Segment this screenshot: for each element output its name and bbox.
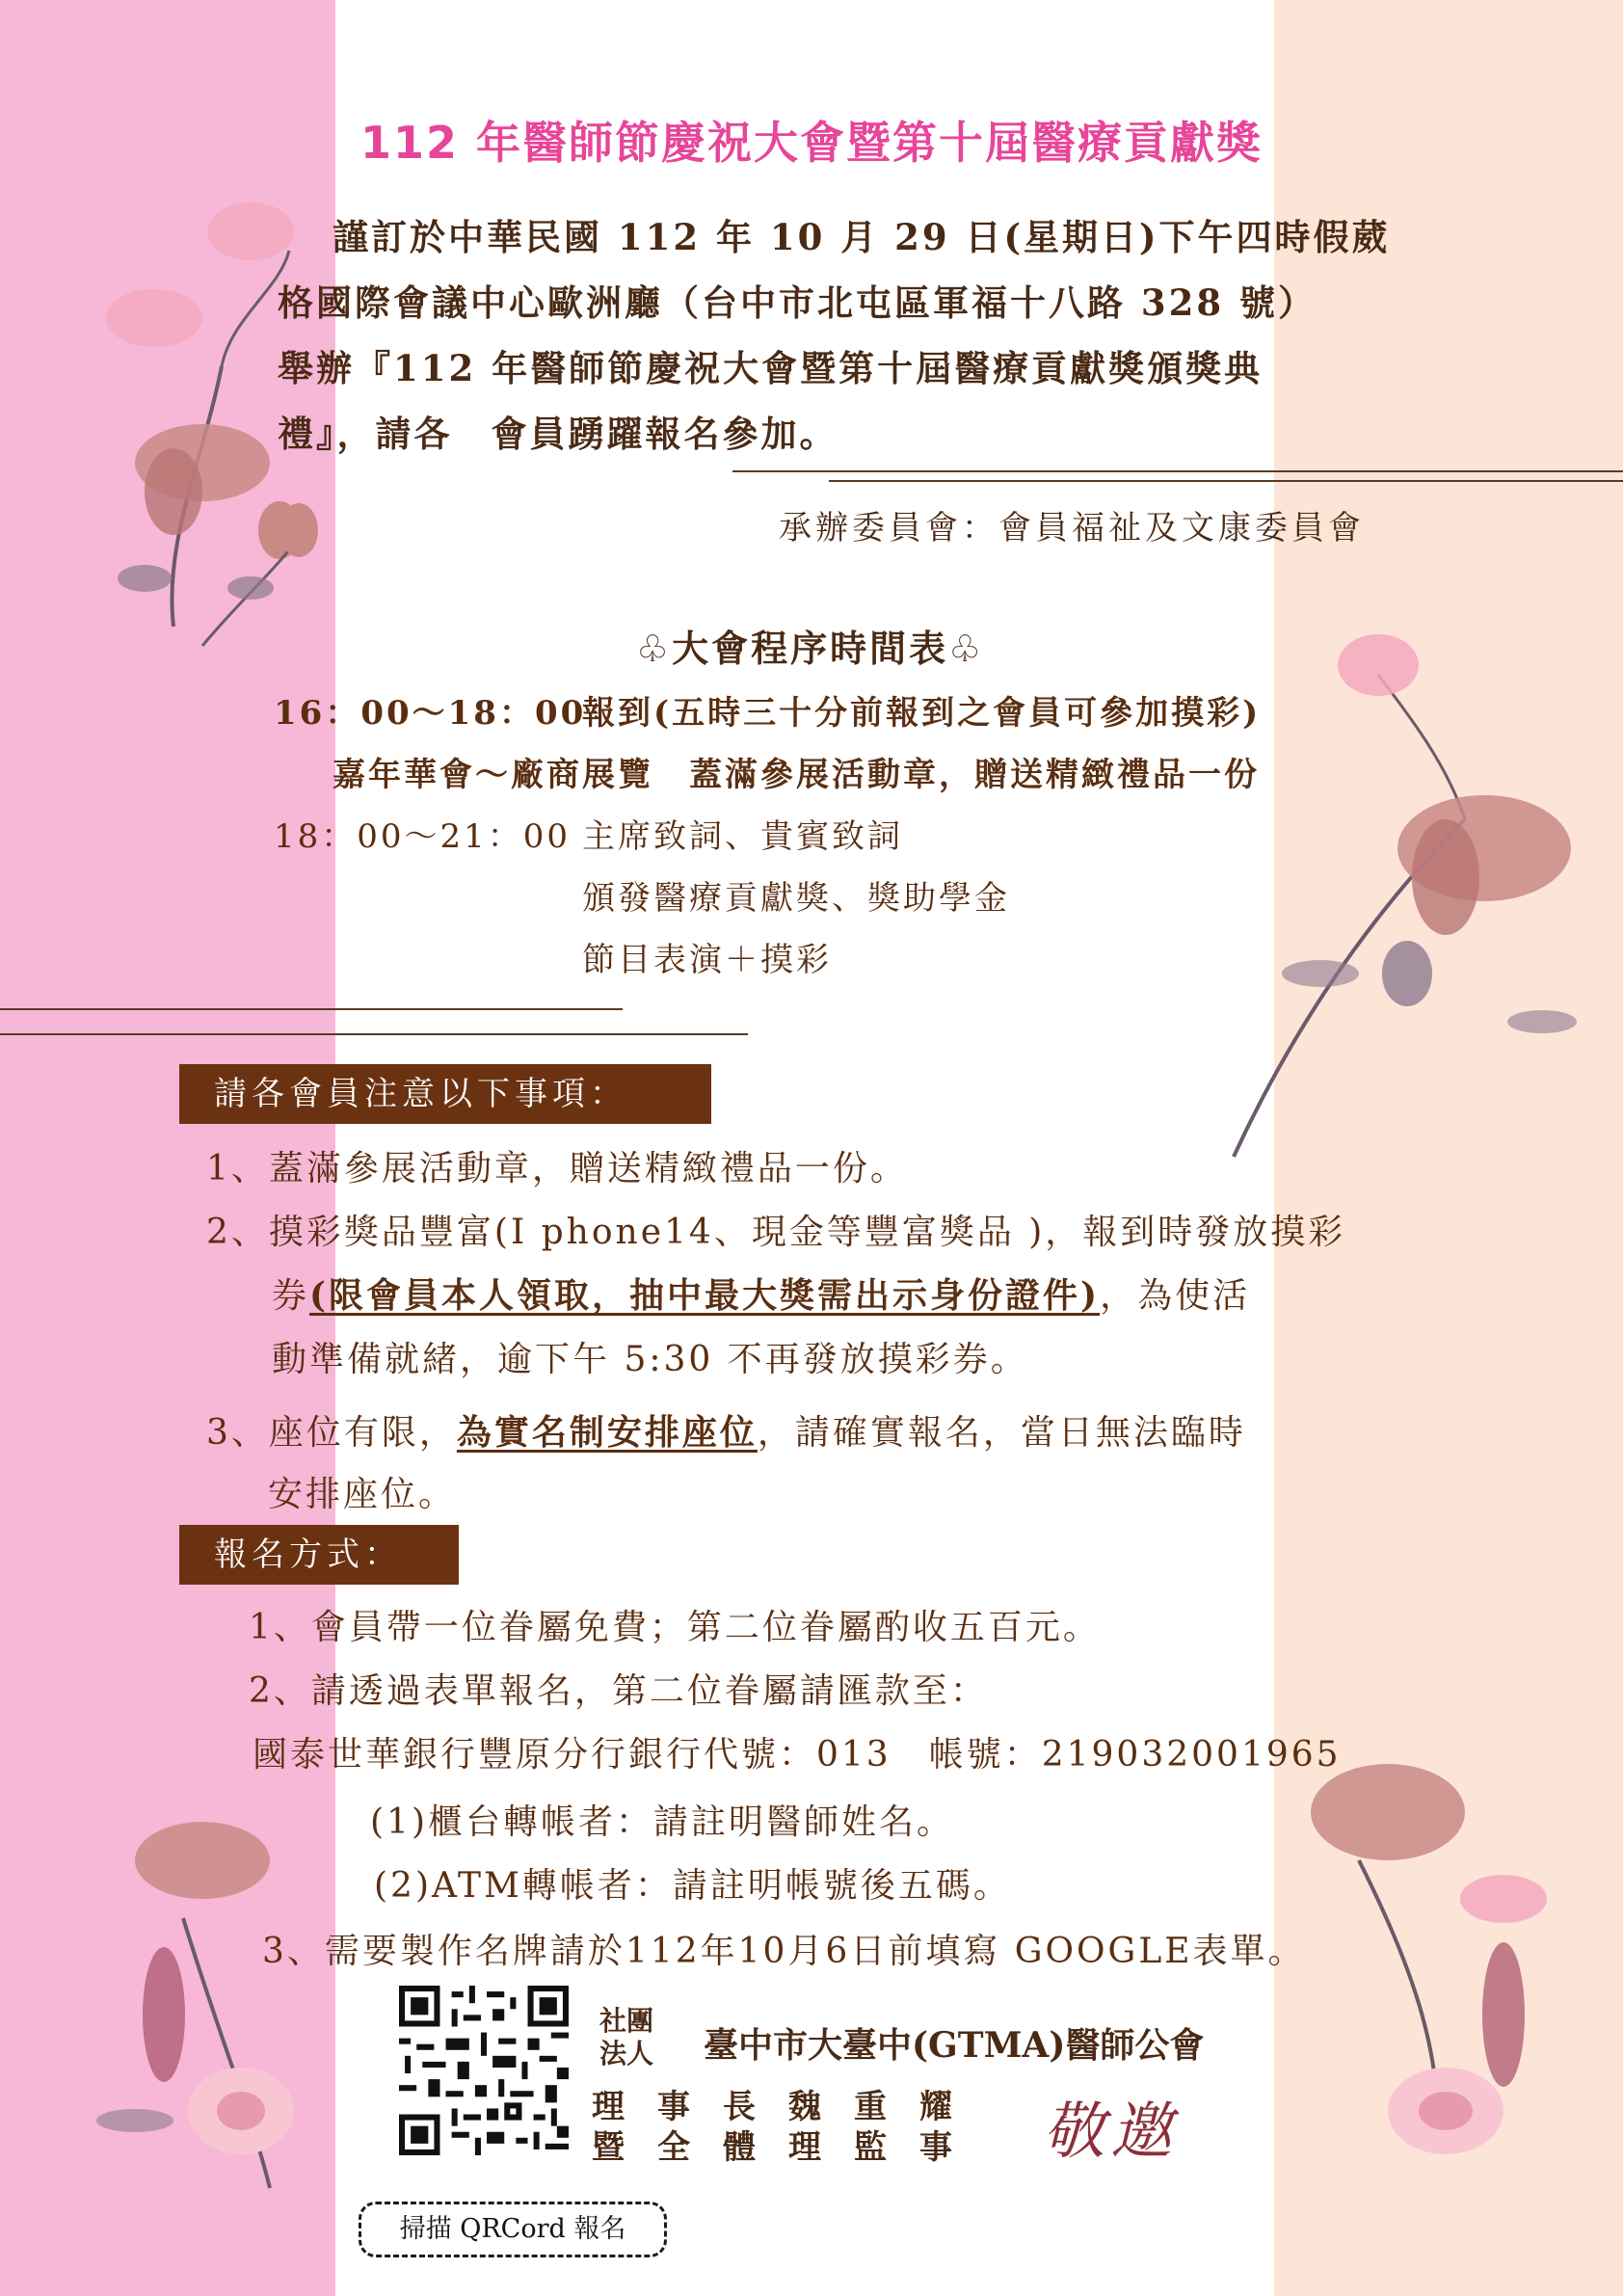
schedule-item-3: 主席致詞、貴賓致詞 — [582, 817, 903, 856]
organization-name: 臺中市大臺中(GTMA)醫師公會 — [704, 2025, 1205, 2066]
org-type-line-1: 社團 — [599, 2005, 654, 2037]
org-type-line-2: 法人 — [599, 2038, 654, 2069]
registration-item-3: 3、需要製作名牌請於112年10月6日前填寫 GOOGLE表單。 — [262, 1932, 1306, 1971]
registration-item-1: 1、會員帶一位眷屬免費；第二位眷屬酌收五百元。 — [249, 1608, 1101, 1647]
intro-line-1: 謹訂於中華民國 112 年 10 月 29 日(星期日)下午四時假葳 — [333, 216, 1391, 258]
registration-sub-1: (1)櫃台轉帳者：請註明醫師姓名。 — [370, 1802, 954, 1842]
divider-line-upper-2 — [829, 480, 1623, 482]
registration-header: 報名方式： — [179, 1525, 459, 1585]
notice-item-2-line-3: 動準備就緒，逾下午 5:30 不再發放摸彩券。 — [272, 1340, 1028, 1379]
notice-item-2-line-2: 券(限會員本人領取，抽中最大獎需出示身份證件)，為使活 — [272, 1275, 1251, 1316]
schedule-time-1: 16：00～18：00 — [274, 694, 587, 733]
notice-item-2-line-1: 2、摸彩獎品豐富(I phone14、現金等豐富獎品 )，報到時發放摸彩 — [206, 1213, 1346, 1252]
schedule-item-4: 頒發醫療貢獻獎、獎助學金 — [582, 879, 1010, 918]
notice-item-1: 1、蓋滿參展活動章，贈送精緻禮品一份。 — [206, 1149, 908, 1188]
chairman-line: 理 事 長 魏 重 耀 — [592, 2088, 952, 2126]
registration-item-2: 2、請透過表單報名，第二位眷屬請匯款至： — [249, 1671, 988, 1711]
flower-decoration-bottom-right — [1291, 1735, 1581, 2159]
notice-underlined-id-requirement: (限會員本人領取，抽中最大獎需出示身份證件) — [309, 1275, 1101, 1316]
bank-account-info: 國泰世華銀行豐原分行銀行代號：013 帳號：219032001965 — [253, 1735, 1342, 1775]
invitation-signature: 敬邀 — [1043, 2096, 1178, 2168]
notice-item-3-line-1: 3、座位有限，為實名制安排座位，請確實報名，當日無法臨時 — [206, 1412, 1246, 1453]
divider-line-lower-2 — [0, 1033, 748, 1035]
schedule-item-1: 報到(五時三十分前報到之會員可參加摸彩) — [582, 694, 1262, 733]
intro-line-4: 禮』，請各 會員踴躍報名參加。 — [278, 413, 838, 455]
organizer-committee: 承辦委員會：會員福祉及文康委員會 — [779, 509, 1365, 547]
event-title: 112 年醫師節慶祝大會暨第十屆醫療貢獻獎 — [359, 117, 1264, 169]
schedule-title: ♧大會程序時間表♧ — [636, 627, 985, 670]
qr-code-icon[interactable] — [399, 1986, 569, 2155]
registration-sub-2: (2)ATM轉帳者：請註明帳號後五碼。 — [374, 1866, 1011, 1906]
schedule-item-2: 嘉年華會～廠商展覽 蓋滿參展活動章，贈送精緻禮品一份 — [333, 756, 1260, 794]
notices-header: 請各會員注意以下事項： — [179, 1064, 711, 1124]
notice-underlined-seating: 為實名制安排座位 — [456, 1412, 758, 1453]
flower-decoration-bottom-left — [77, 1793, 328, 2198]
schedule-item-5: 節目表演＋摸彩 — [582, 941, 832, 979]
divider-line-upper — [732, 470, 1623, 472]
board-line: 暨 全 體 理 監 事 — [592, 2128, 952, 2167]
intro-line-2: 格國際會議中心歐洲廳（台中市北屯區軍福十八路 328 號） — [278, 281, 1317, 324]
qr-scan-label: 掃描 QRCord 報名 — [359, 2202, 667, 2257]
intro-line-3: 舉辦『112 年醫師節慶祝大會暨第十屆醫療貢獻獎頒獎典 — [278, 347, 1264, 389]
flower-decoration-right — [1214, 627, 1619, 1166]
schedule-time-2: 18：00～21：00 — [274, 817, 572, 856]
notice-item-3-line-2: 安排座位。 — [268, 1475, 457, 1514]
divider-line-lower — [0, 1008, 623, 1010]
flower-bud-left — [193, 501, 328, 655]
